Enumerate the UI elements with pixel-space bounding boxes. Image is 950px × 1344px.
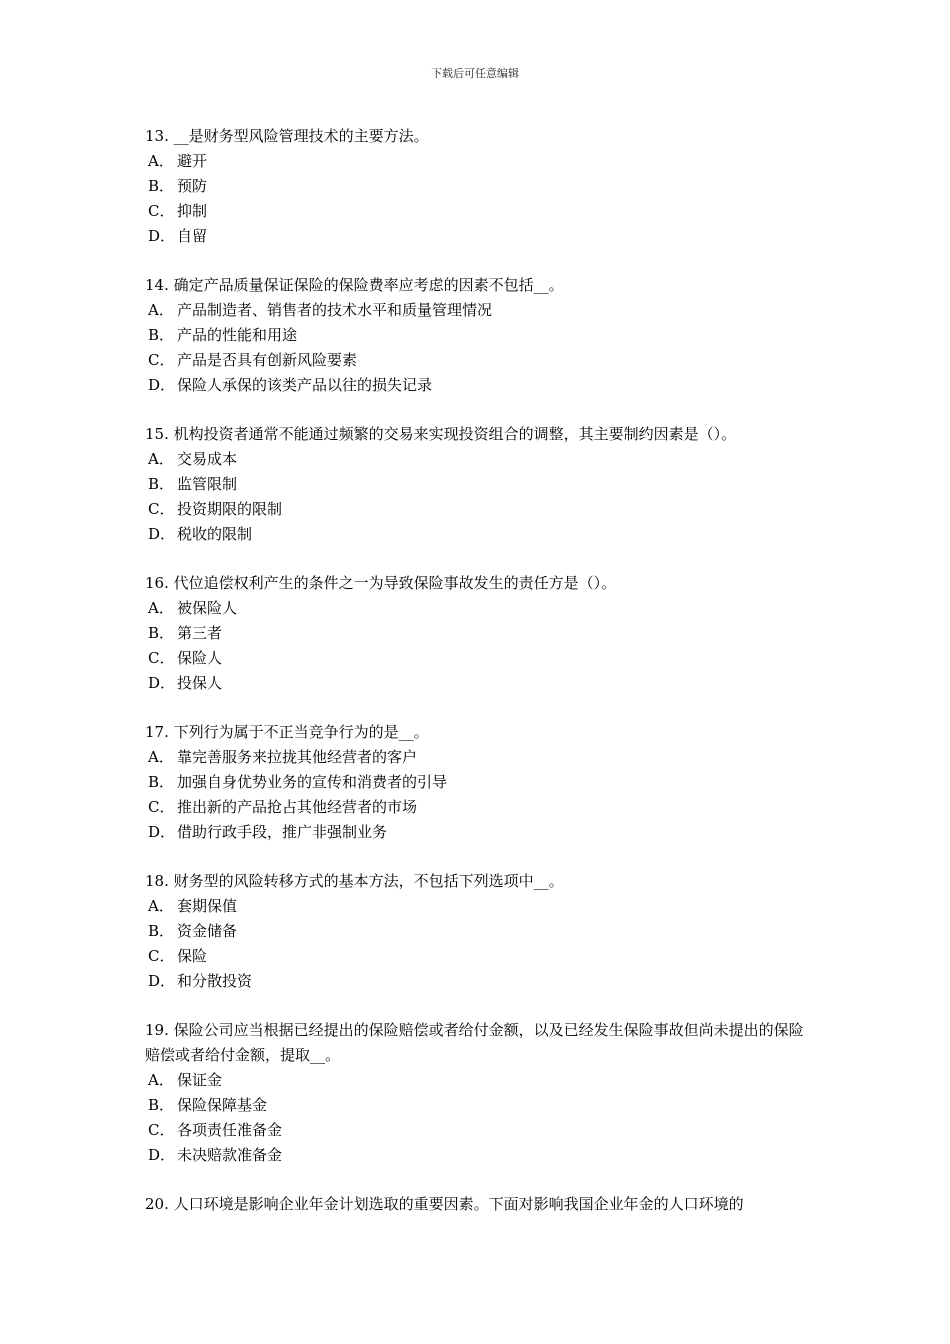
question-20: [145, 1192, 815, 1217]
option-c: [145, 1118, 815, 1143]
option-letter: A．: [148, 152, 174, 170]
option-a: [145, 894, 815, 919]
option-c: [145, 795, 815, 820]
option-letter: C．: [148, 1121, 175, 1139]
option-letter: A．: [148, 897, 174, 915]
question-14: [145, 273, 815, 398]
option-text: 预防: [177, 177, 208, 195]
question-text: 15. 机构投资者通常不能通过频繁的交易来实现投资组合的调整，其主要制约因素是（）。: [145, 425, 737, 443]
option-d: [145, 522, 815, 547]
option-text: 保险人: [177, 649, 223, 667]
question-15: [145, 422, 815, 547]
option-text: 保险: [177, 947, 208, 965]
option-letter: B．: [148, 624, 175, 642]
option-text: 避开: [177, 152, 208, 170]
option-b: [145, 174, 815, 199]
question-text: 17. 下列行为属于不正当竞争行为的是__。: [145, 723, 429, 741]
option-letter: B．: [148, 922, 175, 940]
option-d: [145, 373, 815, 398]
option-letter: C．: [148, 649, 175, 667]
question-17: [145, 720, 815, 845]
option-c: [145, 646, 815, 671]
option-d: [145, 820, 815, 845]
option-text: 和分散投资: [177, 972, 253, 990]
question-text: 18. 财务型的风险转移方式的基本方法，不包括下列选项中__。: [145, 872, 564, 890]
option-c: [145, 199, 815, 224]
option-a: [145, 298, 815, 323]
question-text: 16. 代位追偿权利产生的条件之一为导致保险事故发生的责任方是（）。: [145, 574, 617, 592]
option-a: [145, 447, 815, 472]
option-letter: D．: [148, 823, 176, 841]
option-letter: C．: [148, 947, 175, 965]
option-a: [145, 149, 815, 174]
option-letter: D．: [148, 525, 176, 543]
option-letter: C．: [148, 202, 175, 220]
option-a: [145, 745, 815, 770]
question-text: 14. 确定产品质量保证保险的保险费率应考虑的因素不包括__。: [145, 276, 564, 294]
option-letter: B．: [148, 1096, 175, 1114]
option-text: 产品的性能和用途: [177, 326, 298, 344]
option-b: [145, 770, 815, 795]
page-header: 下载后可任意编辑: [431, 67, 519, 80]
option-letter: A．: [148, 1071, 174, 1089]
option-letter: C．: [148, 500, 175, 518]
option-d: [145, 969, 815, 994]
question-text: 19. 保险公司应当根据已经提出的保险赔偿或者给付金额，以及已经发生保险事故但尚未提出的保险赔偿或者给付金额，提取__。: [145, 1021, 804, 1064]
option-letter: B．: [148, 475, 175, 493]
option-a: [145, 1068, 815, 1093]
option-text: 保险人承保的该类产品以往的损失记录: [177, 376, 433, 394]
option-text: 交易成本: [177, 450, 238, 468]
question-text: 20. 人口环境是影响企业年金计划选取的重要因素。下面对影响我国企业年金的人口环境的: [145, 1195, 744, 1213]
option-b: [145, 323, 815, 348]
option-text: 监管限制: [177, 475, 238, 493]
option-d: [145, 671, 815, 696]
option-text: 未决赔款准备金: [177, 1146, 283, 1164]
option-c: [145, 497, 815, 522]
option-text: 自留: [177, 227, 208, 245]
option-letter: C．: [148, 351, 175, 369]
option-text: 被保险人: [177, 599, 238, 617]
option-b: [145, 621, 815, 646]
option-letter: B．: [148, 177, 175, 195]
option-b: [145, 472, 815, 497]
option-letter: A．: [148, 599, 174, 617]
option-text: 各项责任准备金: [177, 1121, 283, 1139]
question-13: [145, 124, 815, 249]
option-text: 加强自身优势业务的宣传和消费者的引导: [177, 773, 448, 791]
option-a: [145, 596, 815, 621]
option-text: 推出新的产品抢占其他经营者的市场: [177, 798, 418, 816]
option-letter: A．: [148, 748, 174, 766]
option-letter: D．: [148, 674, 176, 692]
option-letter: B．: [148, 326, 175, 344]
option-letter: D．: [148, 972, 176, 990]
option-text: 抑制: [177, 202, 208, 220]
option-text: 税收的限制: [177, 525, 253, 543]
question-19: [145, 1018, 815, 1168]
option-text: 产品制造者、销售者的技术水平和质量管理情况: [177, 301, 493, 319]
option-text: 第三者: [177, 624, 223, 642]
option-letter: A．: [148, 450, 174, 468]
option-letter: D．: [148, 376, 176, 394]
option-text: 保证金: [177, 1071, 223, 1089]
question-16: [145, 571, 815, 696]
option-d: [145, 1143, 815, 1168]
option-text: 借助行政手段，推广非强制业务: [177, 823, 388, 841]
option-text: 产品是否具有创新风险要素: [177, 351, 358, 369]
option-text: 套期保值: [177, 897, 238, 915]
option-text: 靠完善服务来拉拢其他经营者的客户: [177, 748, 418, 766]
option-letter: B．: [148, 773, 175, 791]
question-text: 13. __是财务型风险管理技术的主要方法。: [145, 127, 429, 145]
option-text: 保险保障基金: [177, 1096, 268, 1114]
option-b: [145, 919, 815, 944]
option-letter: A．: [148, 301, 174, 319]
option-letter: D．: [148, 227, 176, 245]
option-text: 投资期限的限制: [177, 500, 283, 518]
option-text: 投保人: [177, 674, 223, 692]
option-c: [145, 348, 815, 373]
option-b: [145, 1093, 815, 1118]
option-letter: D．: [148, 1146, 176, 1164]
option-d: [145, 224, 815, 249]
question-list: [145, 124, 815, 1241]
question-18: [145, 869, 815, 994]
option-text: 资金储备: [177, 922, 238, 940]
option-c: [145, 944, 815, 969]
option-letter: C．: [148, 798, 175, 816]
